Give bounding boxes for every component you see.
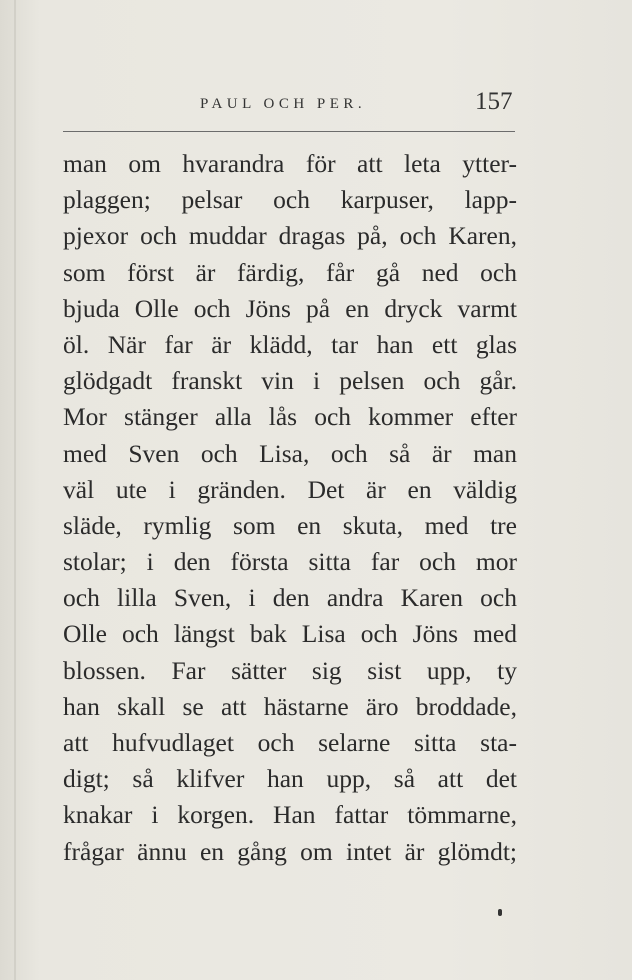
text-line: släde, rymlig som en skuta, med tre [63, 510, 517, 540]
text-line: som först är färdig, får gå ned och [63, 257, 517, 287]
body-text [63, 146, 517, 870]
text-line: och lilla Sven, i den andra Karen och [63, 583, 517, 613]
text-line: Olle och längst bak Lisa och Jöns med [63, 619, 517, 649]
text-line: knakar i korgen. Han fattar tömmarne, [63, 800, 517, 830]
text-line: öl. När far är klädd, tar han ett glas [63, 329, 517, 359]
text-line: pjexor och muddar dragas på, och Karen, [63, 221, 517, 251]
text-line: väl ute i gränden. Det är en väldig [63, 474, 517, 504]
text-line: glödgadt franskt vin i pelsen och går. [63, 366, 517, 396]
running-title: PAUL OCH PER. [200, 96, 367, 112]
text-line: han skall se att hästarne äro broddade, [63, 691, 517, 721]
text-line: med Sven och Lisa, och så är man [63, 438, 517, 468]
text-line: stolar; i den första sitta far och mor [63, 547, 517, 577]
text-line: frågar ännu en gång om intet är glömdt; [63, 836, 517, 866]
header-rule [63, 131, 515, 132]
page-header [0, 88, 632, 122]
ink-speck [498, 909, 502, 916]
text-line: att hufvudlaget och selarne sitta sta- [63, 728, 517, 757]
text-line: digt; så klifver han upp, så att det [63, 764, 517, 794]
text-line: blossen. Far sätter sig sist upp, ty [63, 655, 517, 685]
text-line: bjuda Olle och Jöns på en dryck varmt [63, 293, 517, 323]
text-line: man om hvarandra för att leta ytter- [63, 149, 517, 178]
text-line: Mor stänger alla lås och kommer efter [63, 402, 517, 432]
text-line: plaggen; pelsar och karpuser, lapp- [63, 185, 517, 215]
page-gutter [14, 0, 16, 980]
page-number: 157 [475, 88, 513, 115]
